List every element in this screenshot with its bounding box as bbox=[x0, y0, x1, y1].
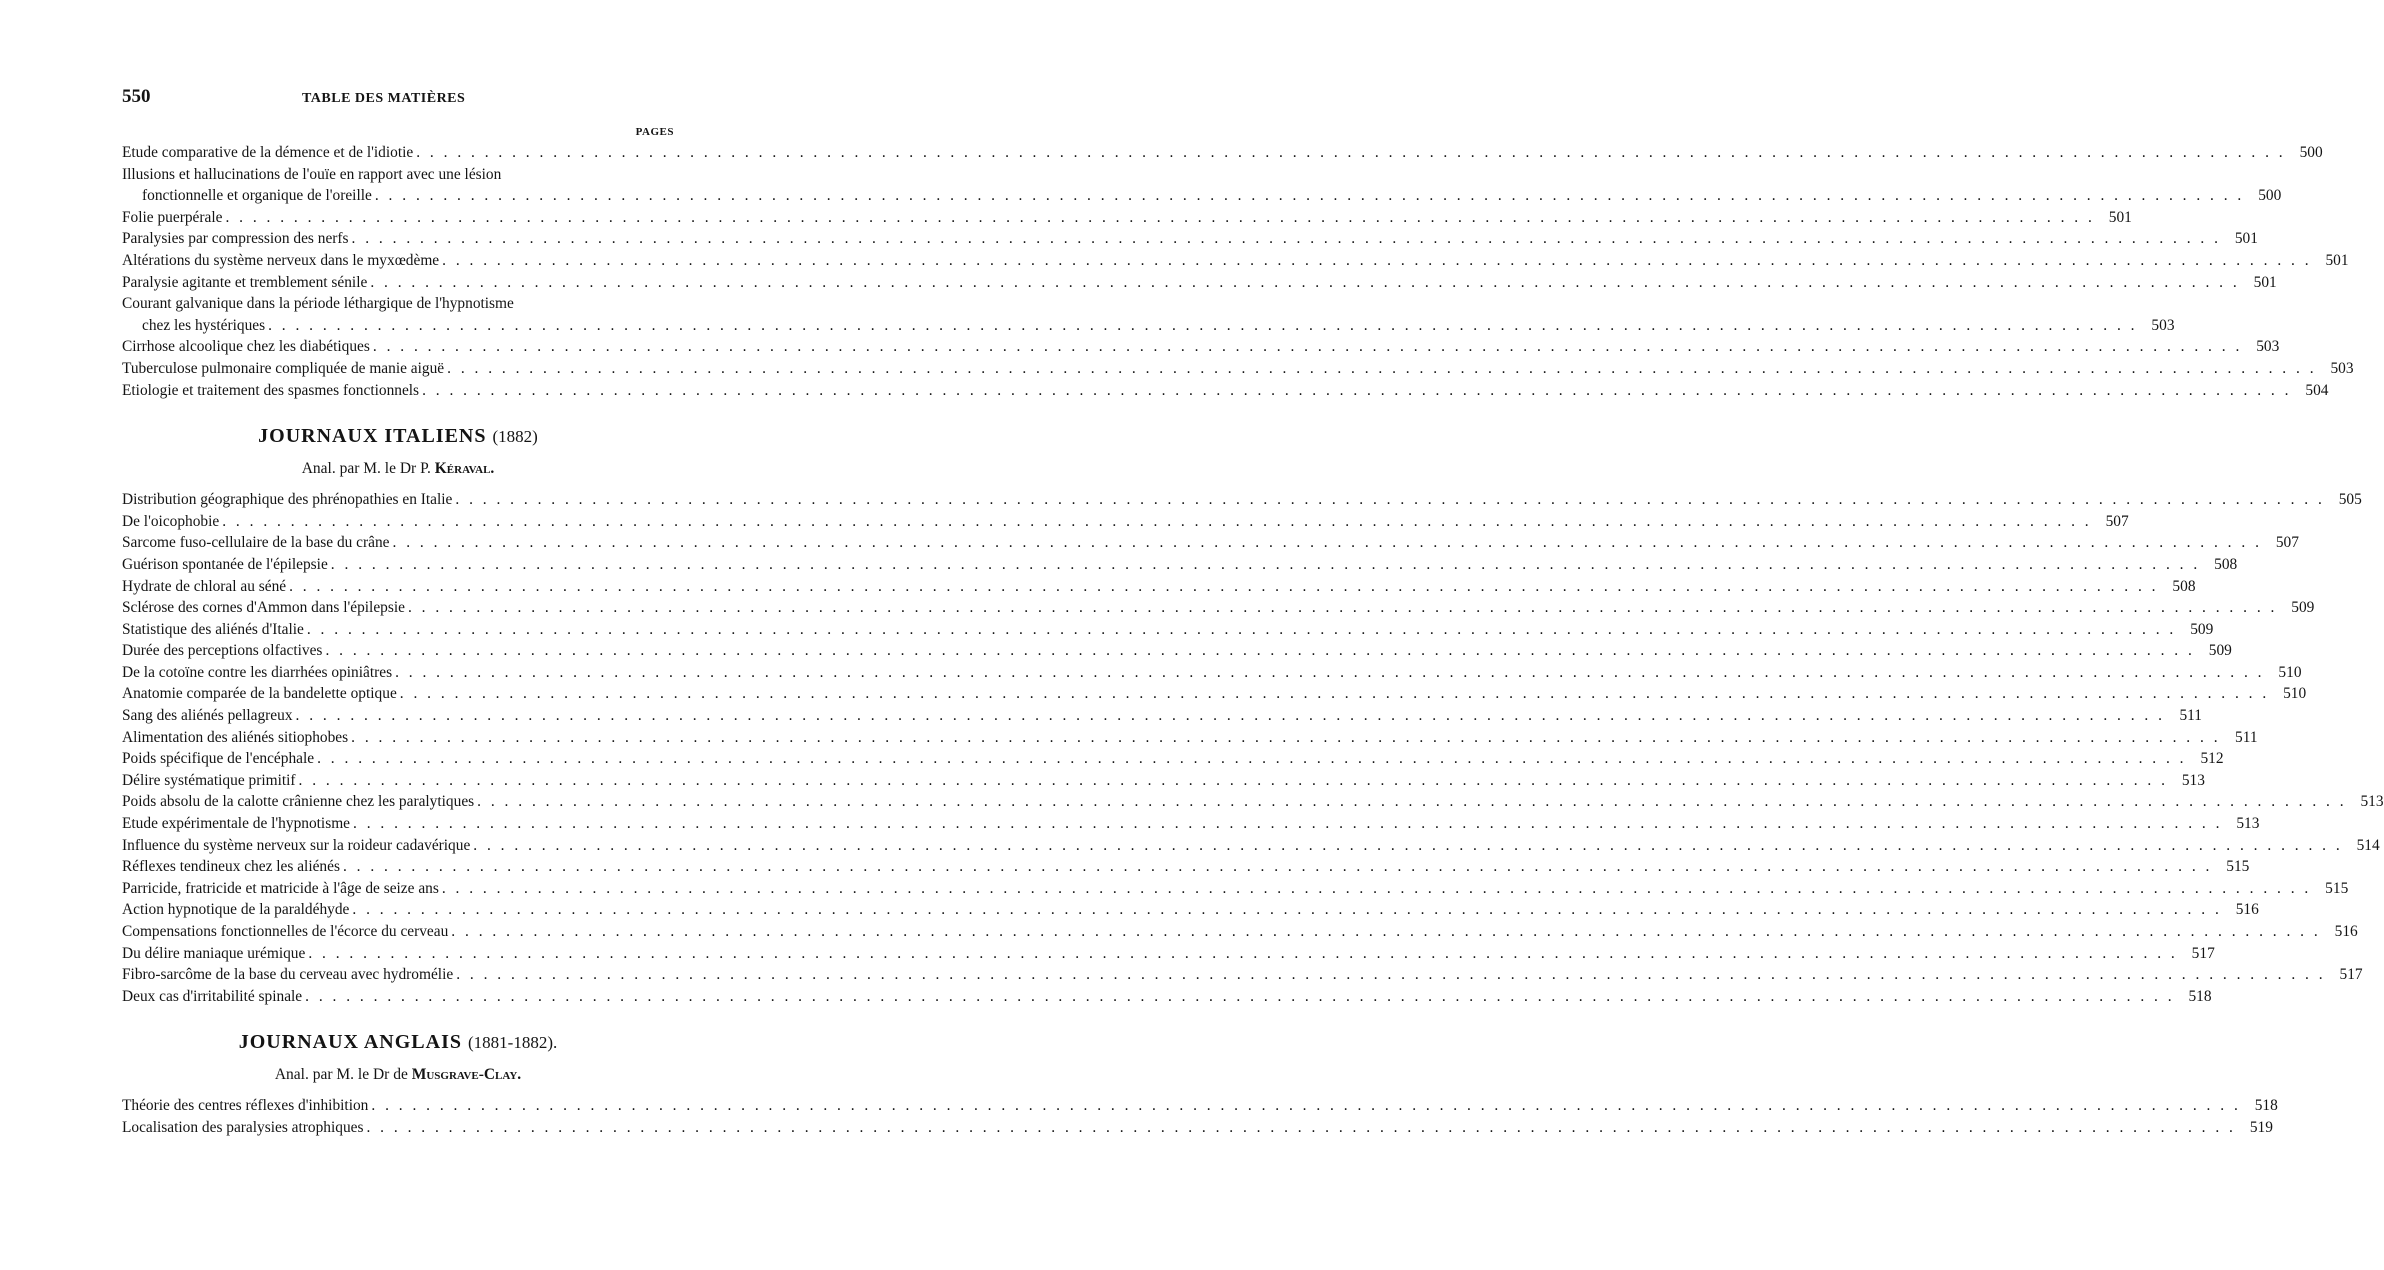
toc-entry bbox=[122, 380, 2329, 402]
entry-title: Etude comparative de la démence et de l'idiotie bbox=[122, 144, 414, 161]
leader-dots bbox=[219, 511, 2094, 533]
section-heading-english bbox=[122, 1025, 674, 1059]
leader-dots bbox=[348, 727, 2223, 749]
toc-entry bbox=[122, 228, 2258, 250]
toc-entry bbox=[122, 943, 2215, 965]
entry-page: 500 bbox=[2299, 144, 2323, 161]
toc-entry bbox=[122, 576, 2196, 598]
entry-page: 515 bbox=[2226, 858, 2250, 876]
analyst-line bbox=[122, 1059, 674, 1091]
leader-dots bbox=[405, 597, 2280, 619]
entry-page: 509 bbox=[2208, 642, 2232, 660]
entry-page: 511 bbox=[2179, 707, 2202, 725]
entry-title: Durée des perceptions olfactives bbox=[122, 642, 323, 660]
running-title: TABLE DES MATIÈRES bbox=[302, 91, 466, 106]
entry-title: Délire systématique primitif bbox=[122, 771, 296, 789]
toc-entry bbox=[122, 489, 2362, 511]
toc-entry-continuation bbox=[122, 315, 2175, 337]
toc-entry bbox=[122, 207, 2132, 229]
toc-entry bbox=[122, 748, 2224, 770]
toc-entry bbox=[122, 727, 2258, 749]
toc-entry bbox=[122, 791, 2384, 813]
toc-entry bbox=[122, 899, 2259, 921]
toc-entry bbox=[122, 878, 2349, 900]
entry-title: Cirrhose alcoolique chez les diabétiques bbox=[122, 338, 370, 356]
leader-dots bbox=[349, 228, 2224, 250]
section3-list bbox=[122, 1095, 2278, 1138]
leader-dots bbox=[328, 554, 2203, 576]
leader-dots bbox=[448, 921, 2323, 943]
entry-title: fonctionnelle et organique de l'oreille bbox=[142, 187, 372, 205]
toc-entry bbox=[122, 511, 2129, 533]
leader-dots bbox=[293, 705, 2168, 727]
leader-dots bbox=[452, 489, 2327, 511]
page-header bbox=[122, 86, 674, 120]
toc-entry bbox=[122, 250, 2349, 272]
entry-page: 513 bbox=[2236, 815, 2260, 833]
entry-title: Localisation des paralysies atrophiques bbox=[122, 1118, 364, 1136]
toc-entry bbox=[122, 597, 2315, 619]
entry-title: Paralysies par compression des nerfs bbox=[122, 230, 349, 248]
entry-title: Guérison spontanée de l'épilepsie bbox=[122, 555, 328, 573]
toc-entry bbox=[122, 813, 2260, 835]
analyst-line bbox=[122, 453, 674, 485]
entry-page: 516 bbox=[2334, 923, 2358, 940]
entry-page: 500 bbox=[2258, 187, 2282, 205]
leader-dots bbox=[390, 532, 2265, 554]
section-title: JOURNAUX ITALIENS bbox=[258, 425, 487, 448]
entry-title: Alimentation des aliénés sitiophobes bbox=[122, 728, 349, 746]
leader-dots bbox=[349, 899, 2224, 921]
leader-dots bbox=[453, 964, 2328, 986]
leader-dots bbox=[322, 640, 2197, 662]
leader-dots bbox=[419, 380, 2294, 402]
toc-entry bbox=[122, 1095, 2278, 1117]
leader-dots bbox=[470, 835, 2345, 857]
entry-page: 515 bbox=[2325, 879, 2349, 897]
leader-dots bbox=[413, 142, 2288, 164]
toc-entry bbox=[122, 293, 674, 315]
entry-page: 510 bbox=[2283, 685, 2307, 703]
entry-page: 503 bbox=[2151, 316, 2175, 334]
entry-page: 503 bbox=[2330, 359, 2354, 377]
entry-page: 512 bbox=[2200, 750, 2224, 768]
section2-list bbox=[122, 489, 2384, 1007]
section1-list bbox=[122, 142, 2354, 401]
toc-entry bbox=[122, 835, 2380, 857]
entry-title: Théorie des centres réflexes d'inhibition bbox=[122, 1097, 369, 1115]
entry-title: chez les hystériques bbox=[142, 316, 266, 334]
entry-title: Parricide, fratricide et matricide à l'âge de seize ans bbox=[122, 879, 439, 897]
entry-page: 503 bbox=[2256, 338, 2280, 356]
toc-entry bbox=[122, 336, 2280, 358]
leader-dots bbox=[286, 576, 2161, 598]
toc-entry bbox=[122, 921, 2358, 943]
entry-page: 504 bbox=[2305, 381, 2329, 399]
entry-page: 514 bbox=[2356, 836, 2380, 854]
entry-page: 517 bbox=[2339, 966, 2363, 984]
leader-dots bbox=[392, 662, 2267, 684]
entry-title: Illusions et hallucinations de l'ouïe en rapport avec une lésion bbox=[122, 165, 502, 183]
leader-dots bbox=[397, 683, 2272, 705]
leader-dots bbox=[368, 1095, 2243, 1117]
leader-dots bbox=[304, 619, 2179, 641]
pages-column-label: PAGES bbox=[635, 126, 674, 138]
entry-title: Deux cas d'irritabilité spinale bbox=[122, 987, 303, 1005]
entry-title: Tuberculose pulmonaire compliquée de manie aiguë bbox=[122, 359, 445, 377]
entry-page: 510 bbox=[2278, 663, 2302, 681]
leader-dots bbox=[222, 207, 2097, 229]
entry-page: 501 bbox=[2108, 208, 2132, 226]
entry-title: De la cotoïne contre les diarrhées opiniâtres bbox=[122, 663, 393, 681]
entry-title: Compensations fonctionnelles de l'écorce du cerveau bbox=[122, 923, 449, 940]
leader-dots bbox=[372, 185, 2247, 207]
leader-dots bbox=[444, 358, 2319, 380]
toc-entry bbox=[122, 1117, 2273, 1139]
toc-entry bbox=[122, 964, 2363, 986]
leader-dots bbox=[363, 1117, 2238, 1139]
toc-entry bbox=[122, 770, 2205, 792]
section-heading-italian bbox=[122, 419, 674, 453]
entry-page: 501 bbox=[2253, 273, 2277, 291]
toc-entry bbox=[122, 683, 2307, 705]
leader-dots bbox=[296, 770, 2171, 792]
entry-page: 518 bbox=[2188, 987, 2212, 1005]
entry-title: Etiologie et traitement des spasmes fonctionnels bbox=[122, 381, 420, 399]
entry-title: Action hypnotique de la paraldéhyde bbox=[122, 901, 350, 919]
entry-page: 501 bbox=[2325, 251, 2349, 269]
toc-entry bbox=[122, 640, 2232, 662]
entry-page: 501 bbox=[2234, 230, 2258, 248]
leader-dots bbox=[340, 856, 2215, 878]
toc-entry bbox=[122, 554, 2238, 576]
analyst-prefix: Anal. par M. le Dr P. bbox=[301, 460, 431, 478]
entry-page: 516 bbox=[2235, 901, 2259, 919]
entry-title: Influence du système nerveux sur la roideur cadavérique bbox=[122, 836, 471, 854]
toc-entry bbox=[122, 358, 2354, 380]
section-year: (1882) bbox=[492, 427, 538, 447]
toc-entry bbox=[122, 986, 2212, 1008]
leader-dots bbox=[474, 791, 2349, 813]
leader-dots bbox=[302, 986, 2177, 1008]
leader-dots bbox=[265, 315, 2140, 337]
leader-dots bbox=[370, 336, 2245, 358]
leader-dots bbox=[314, 748, 2189, 770]
entry-title: Réflexes tendineux chez les aliénés bbox=[122, 858, 340, 876]
entry-title: Sclérose des cornes d'Ammon dans l'épilepsie bbox=[122, 599, 405, 617]
entry-title: Altérations du système nerveux dans le myxœdème bbox=[122, 251, 440, 269]
toc-entry bbox=[122, 619, 2214, 641]
entry-title: Paralysie agitante et tremblement sénile bbox=[122, 273, 368, 291]
analyst-name: Kéraval. bbox=[434, 460, 495, 478]
leader-dots bbox=[305, 943, 2180, 965]
entry-page: 511 bbox=[2235, 728, 2258, 746]
leader-dots bbox=[439, 250, 2314, 272]
entry-title: Poids spécifique de l'encéphale bbox=[122, 750, 315, 768]
entry-page: 507 bbox=[2275, 534, 2299, 552]
analyst-name: Musgrave-Clay. bbox=[411, 1066, 522, 1084]
toc-entry-continuation bbox=[122, 185, 2282, 207]
section-year: (1881-1882). bbox=[468, 1033, 558, 1053]
section-title: JOURNAUX ANGLAIS bbox=[238, 1031, 462, 1054]
entry-page: 508 bbox=[2172, 577, 2196, 595]
toc-entry bbox=[122, 142, 2323, 164]
toc-entry bbox=[122, 272, 2277, 294]
entry-title: Du délire maniaque urémique bbox=[122, 944, 306, 962]
entry-page: 513 bbox=[2360, 793, 2384, 811]
leader-dots bbox=[367, 272, 2242, 294]
entry-page: 518 bbox=[2254, 1097, 2278, 1115]
entry-title: Poids absolu de la calotte crânienne chez les paralytiques bbox=[122, 793, 475, 811]
entry-page: 507 bbox=[2105, 512, 2129, 530]
entry-page: 509 bbox=[2190, 620, 2214, 638]
analyst-prefix: Anal. par M. le Dr de bbox=[274, 1066, 408, 1084]
toc-entry bbox=[122, 662, 2302, 684]
entry-page: 519 bbox=[2249, 1118, 2273, 1136]
toc-page bbox=[122, 86, 2384, 1139]
entry-title: Sang des aliénés pellagreux bbox=[122, 707, 293, 725]
entry-title: Courant galvanique dans la période léthargique de l'hypnotisme bbox=[122, 295, 514, 313]
toc-entry bbox=[122, 164, 674, 186]
entry-title: Folie puerpérale bbox=[122, 208, 223, 226]
toc-entry bbox=[122, 532, 2299, 554]
entry-title: Statistique des aliénés d'Italie bbox=[122, 620, 304, 638]
entry-title: Etude expérimentale de l'hypnotisme bbox=[122, 815, 351, 833]
toc-entry bbox=[122, 856, 2250, 878]
entry-title: De l'oicophobie bbox=[122, 512, 220, 530]
entry-page: 513 bbox=[2181, 771, 2205, 789]
entry-page: 517 bbox=[2191, 944, 2215, 962]
leader-dots bbox=[439, 878, 2314, 900]
page-number: 550 bbox=[122, 86, 151, 107]
entry-title: Anatomie comparée de la bandelette optique bbox=[122, 685, 397, 703]
leader-dots bbox=[350, 813, 2225, 835]
entry-title: Sarcome fuso-cellulaire de la base du crâne bbox=[122, 534, 390, 552]
entry-title: Hydrate de chloral au séné bbox=[122, 577, 287, 595]
entry-page: 509 bbox=[2291, 599, 2315, 617]
toc-entry bbox=[122, 705, 2202, 727]
entry-title: Distribution géographique des phrénopathies en Italie bbox=[122, 491, 453, 509]
entry-title: Fibro-sarcôme de la base du cerveau avec hydromélie bbox=[122, 966, 454, 984]
entry-page: 505 bbox=[2338, 491, 2362, 509]
entry-page: 508 bbox=[2214, 555, 2238, 573]
